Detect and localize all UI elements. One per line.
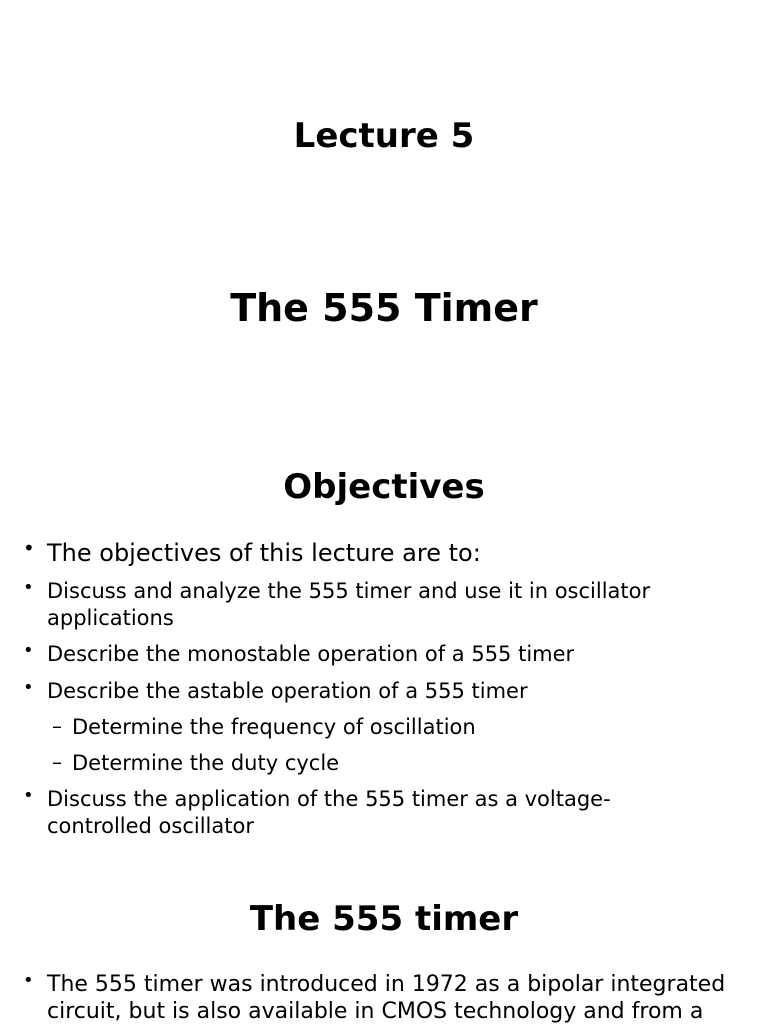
objective-text bbox=[47, 578, 747, 632]
bullet-icon: • bbox=[23, 577, 34, 598]
bullet-icon: • bbox=[23, 536, 35, 560]
objectives-heading: Objectives bbox=[283, 467, 485, 507]
objective-text: The objectives of this lecture are to: bbox=[47, 539, 481, 567]
bullet-icon: • bbox=[23, 970, 34, 991]
timer-line: The 555 timer was introduced in 1972 as a bipolar integrated bbox=[47, 972, 726, 997]
objective-line: Discuss and analyze the 555 timer and use it in oscillator bbox=[47, 579, 651, 603]
objective-line: applications bbox=[47, 606, 174, 630]
bullet-icon: • bbox=[23, 640, 34, 661]
dash-icon: – bbox=[52, 714, 62, 738]
objective-line: Discuss the application of the 555 timer as a voltage- bbox=[47, 787, 611, 811]
objective-text bbox=[47, 786, 747, 840]
objective-text: Describe the monostable operation of a 555 timer bbox=[47, 642, 575, 666]
timer-heading: The 555 timer bbox=[249, 899, 519, 939]
objective-subtext: Determine the frequency of oscillation bbox=[72, 715, 476, 739]
topic-title: The 555 Timer bbox=[230, 286, 538, 330]
objective-text: Describe the astable operation of a 555 timer bbox=[47, 679, 528, 703]
objective-subtext: Determine the duty cycle bbox=[72, 751, 340, 775]
bullet-icon: • bbox=[23, 677, 34, 698]
timer-text bbox=[47, 971, 747, 1025]
dash-icon: – bbox=[52, 750, 62, 774]
bullet-icon: • bbox=[23, 785, 34, 806]
lecture-title: Lecture 5 bbox=[293, 116, 475, 156]
timer-line: circuit, but is also available in CMOS technology and from a bbox=[47, 999, 704, 1024]
objective-line: controlled oscillator bbox=[47, 814, 254, 838]
